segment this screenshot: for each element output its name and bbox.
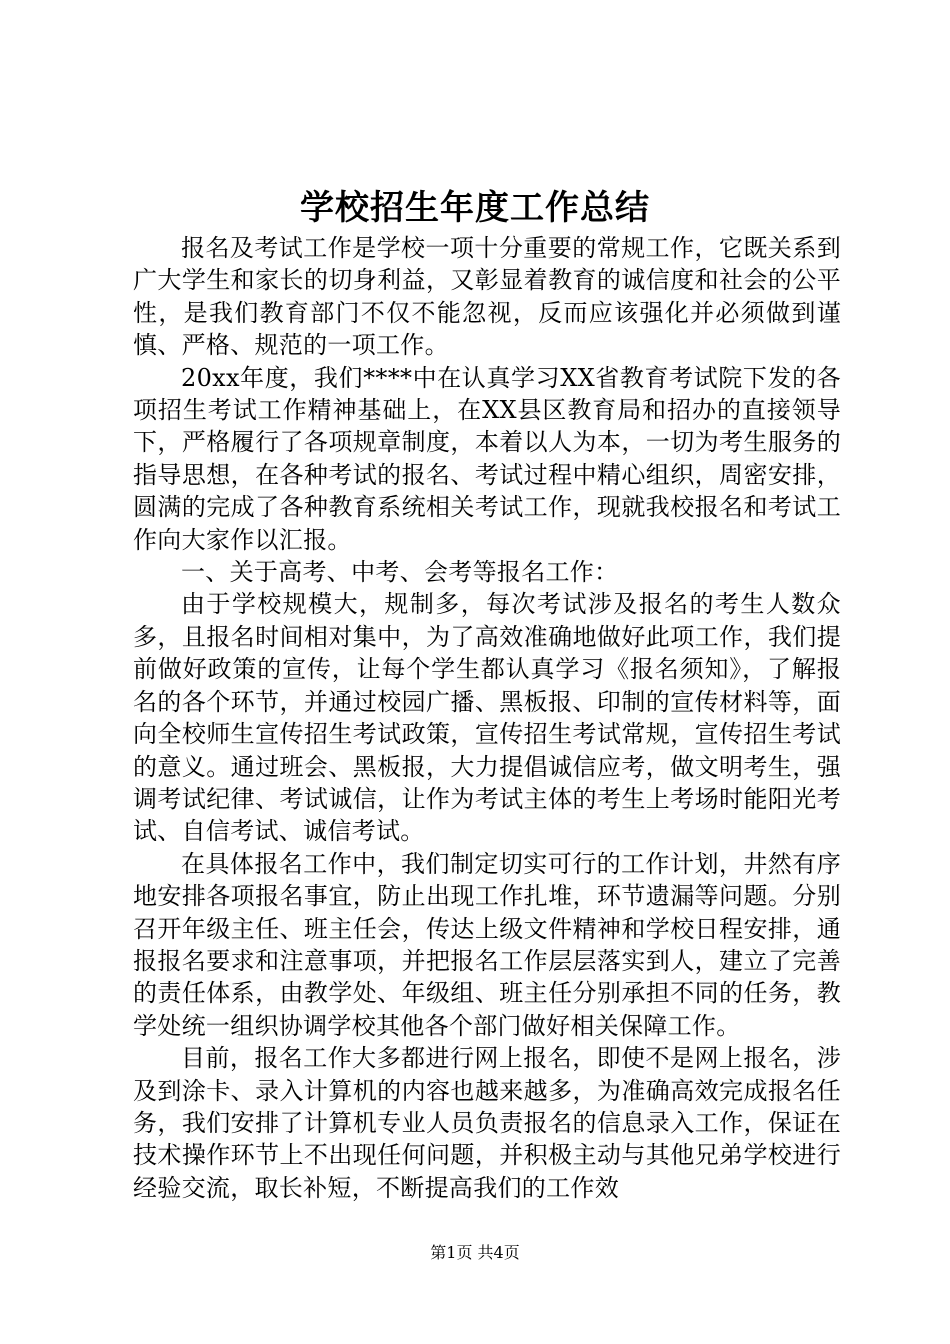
paragraph-annual-overview: 20xx年度，我们****中在认真学习XX省教育考试院下发的各项招生考试工作精神基础上，在XX县区教育局和招办的直接领导下，严格履行了各项规章制度，本着以人为本，一切为考生服务的指导思想，在各种考试的报名、考试过程中精心组织，周密安排，圆满的完成了各种教育系统相关考试工作，现就我校报名和考试工作向大家作以汇报。 [133,363,841,554]
paragraph-policy-promotion: 由于学校规模大，规制多，每次考试涉及报名的考生人数众多，且报名时间相对集中，为了高效准确地做好此项工作，我们提前做好政策的宣传，让每个学生都认真学习《报名须知》，了解报名的各个环节，并通过校园广播、黑板报、印制的宣传材料等，面向全校师生宣传招生考试政策，宣传招生考试常规，宣传招生考试的意义。通过班会、黑板报，大力提倡诚信应考，做文明考生，强调考试纪律、考试诚信，让作为考试主体的考生上考场时能阳光考试、自信考试、诚信考试。 [133,590,841,846]
document-title: 学校招生年度工作总结 [300,188,650,228]
paragraph-registration-plan: 在具体报名工作中，我们制定切实可行的工作计划，井然有序地安排各项报名事宜，防止出现工作扎堆，环节遗漏等问题。分别召开年级主任、班主任会，传达上级文件精神和学校日程安排，通报报名要求和注意事项，并把报名工作层层落实到人，建立了完善的责任体系，由教学处、年级组、班主任分别承担不同的任务，教学处统一组织协调学校其他各个部门做好相关保障工作。 [133,849,841,1040]
document-body [133,232,841,1204]
section-heading-registration: 一、关于高考、中考、会考等报名工作： [181,558,619,587]
paragraph-intro: 报名及考试工作是学校一项十分重要的常规工作，它既关系到广大学生和家长的切身利益，又彰显着教育的诚信度和社会的公平性，是我们教育部门不仅不能忽视，反而应该强化并必须做到谨慎、严格、规范的一项工作。 [133,234,841,360]
paragraph-online-registration: 目前，报名工作大多都进行网上报名，即使不是网上报名，涉及到涂卡、录入计算机的内容也越来越多，为准确高效完成报名任务，我们安排了计算机专业人员负责报名的信息录入工作，保证在技术操作环节上不出现任何问题，并积极主动与其他兄弟学校进行经验交流，取长补短，不断提高我们的工作效 [133,1044,841,1202]
page-number-footer: 第1页 共4页 [430,1243,520,1262]
